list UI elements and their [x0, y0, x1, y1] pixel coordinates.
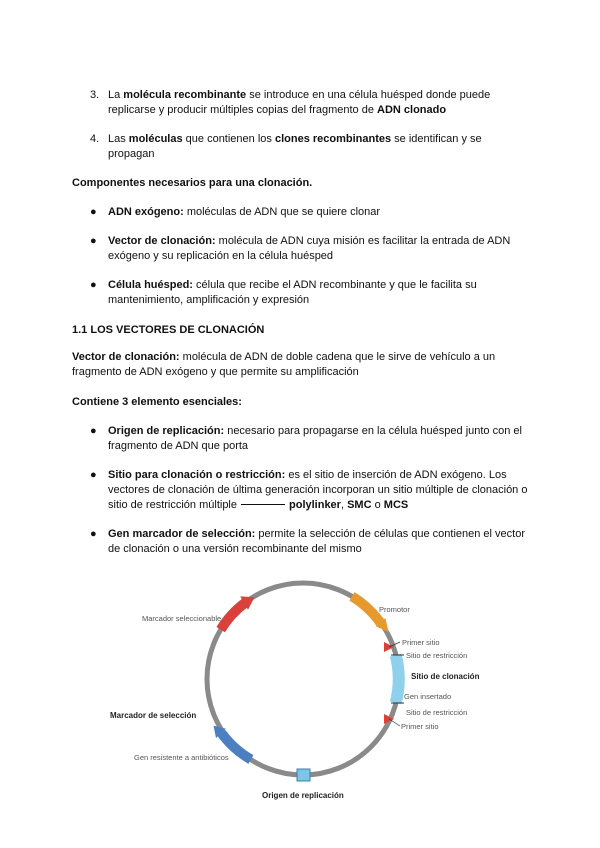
- list-item-text: Origen de replicación: necesario para propagarse en la célula huésped junto con el fragmento de ADN que porta: [108, 425, 522, 452]
- list-item-text: Sitio para clonación o restricción: es el sitio de inserción de ADN exógeno. Los vectores de clonación de última generación incorporan un sitio múltiple de clonación o sitio de restricción múltiple polylinker, SMC o MCS: [108, 469, 528, 511]
- bullet: ●: [90, 206, 97, 218]
- list-number: 4.: [90, 133, 100, 145]
- promoter-segment: [352, 596, 380, 622]
- list-item-text: Vector de clonación: molécula de ADN cuya misión es facilitar la entrada de ADN exógeno y su replicación en la célula huésped: [108, 235, 511, 262]
- label-sitio-restriccion-bottom: Sitio de restricción: [406, 708, 468, 717]
- selectable-marker-segment: [221, 603, 246, 630]
- list-item-text: Gen marcador de selección: permite la selección de células que contienen el vector de clonación o una versión recombinante del mismo: [108, 528, 525, 555]
- definition-paragraph: Vector de clonación: molécula de ADN de doble cadena que le sirve de vehículo a un fragmento de ADN exógeno y que permite su amplificación: [72, 351, 496, 378]
- origin-box: [297, 769, 310, 781]
- bullet: ●: [90, 235, 97, 247]
- label-gen-insertado: Gen insertado: [404, 692, 452, 701]
- label-origen-replicacion: Origen de replicación: [262, 791, 344, 800]
- label-sitio-clonacion: Sitio de clonación: [411, 672, 480, 681]
- list-item-text: La molécula recombinante se introduce en una célula huésped donde puede replicarse y producir múltiples copias del fragmento de ADN clonado: [108, 89, 491, 116]
- label-promotor: Promotor: [379, 605, 410, 614]
- cloning-site-block: [396, 655, 399, 703]
- components-heading: Componentes necesarios para una clonación.: [72, 177, 313, 189]
- label-primer-sitio-top: Primer sitio: [402, 638, 440, 647]
- bullet: ●: [90, 469, 97, 481]
- label-gen-resistente: Gen resistente a antibióticos: [134, 753, 229, 762]
- label-sitio-restriccion-top: Sitio de restricción: [406, 651, 468, 660]
- elements-heading: Contiene 3 elemento esenciales:: [72, 396, 242, 408]
- section-title: 1.1 LOS VECTORES DE CLONACIÓN: [72, 324, 265, 336]
- label-marcador-seleccion: Marcador de selección: [110, 711, 197, 720]
- bullet: ●: [90, 528, 97, 540]
- list-item-text: ADN exógeno: moléculas de ADN que se quiere clonar: [108, 206, 381, 218]
- bullet: ●: [90, 279, 97, 291]
- bullet: ●: [90, 425, 97, 437]
- label-primer-sitio-bottom: Primer sitio: [401, 722, 439, 731]
- list-number: 3.: [90, 89, 100, 101]
- list-item-text: Célula huésped: célula que recibe el ADN recombinante y que le facilita su mantenimiento, amplificación y expresión: [108, 279, 477, 306]
- label-marcador-seleccionable: Marcador seleccionable: [142, 614, 222, 623]
- list-item-text: Las moléculas que contienen los clones recombinantes se identifican y se propagan: [108, 133, 482, 160]
